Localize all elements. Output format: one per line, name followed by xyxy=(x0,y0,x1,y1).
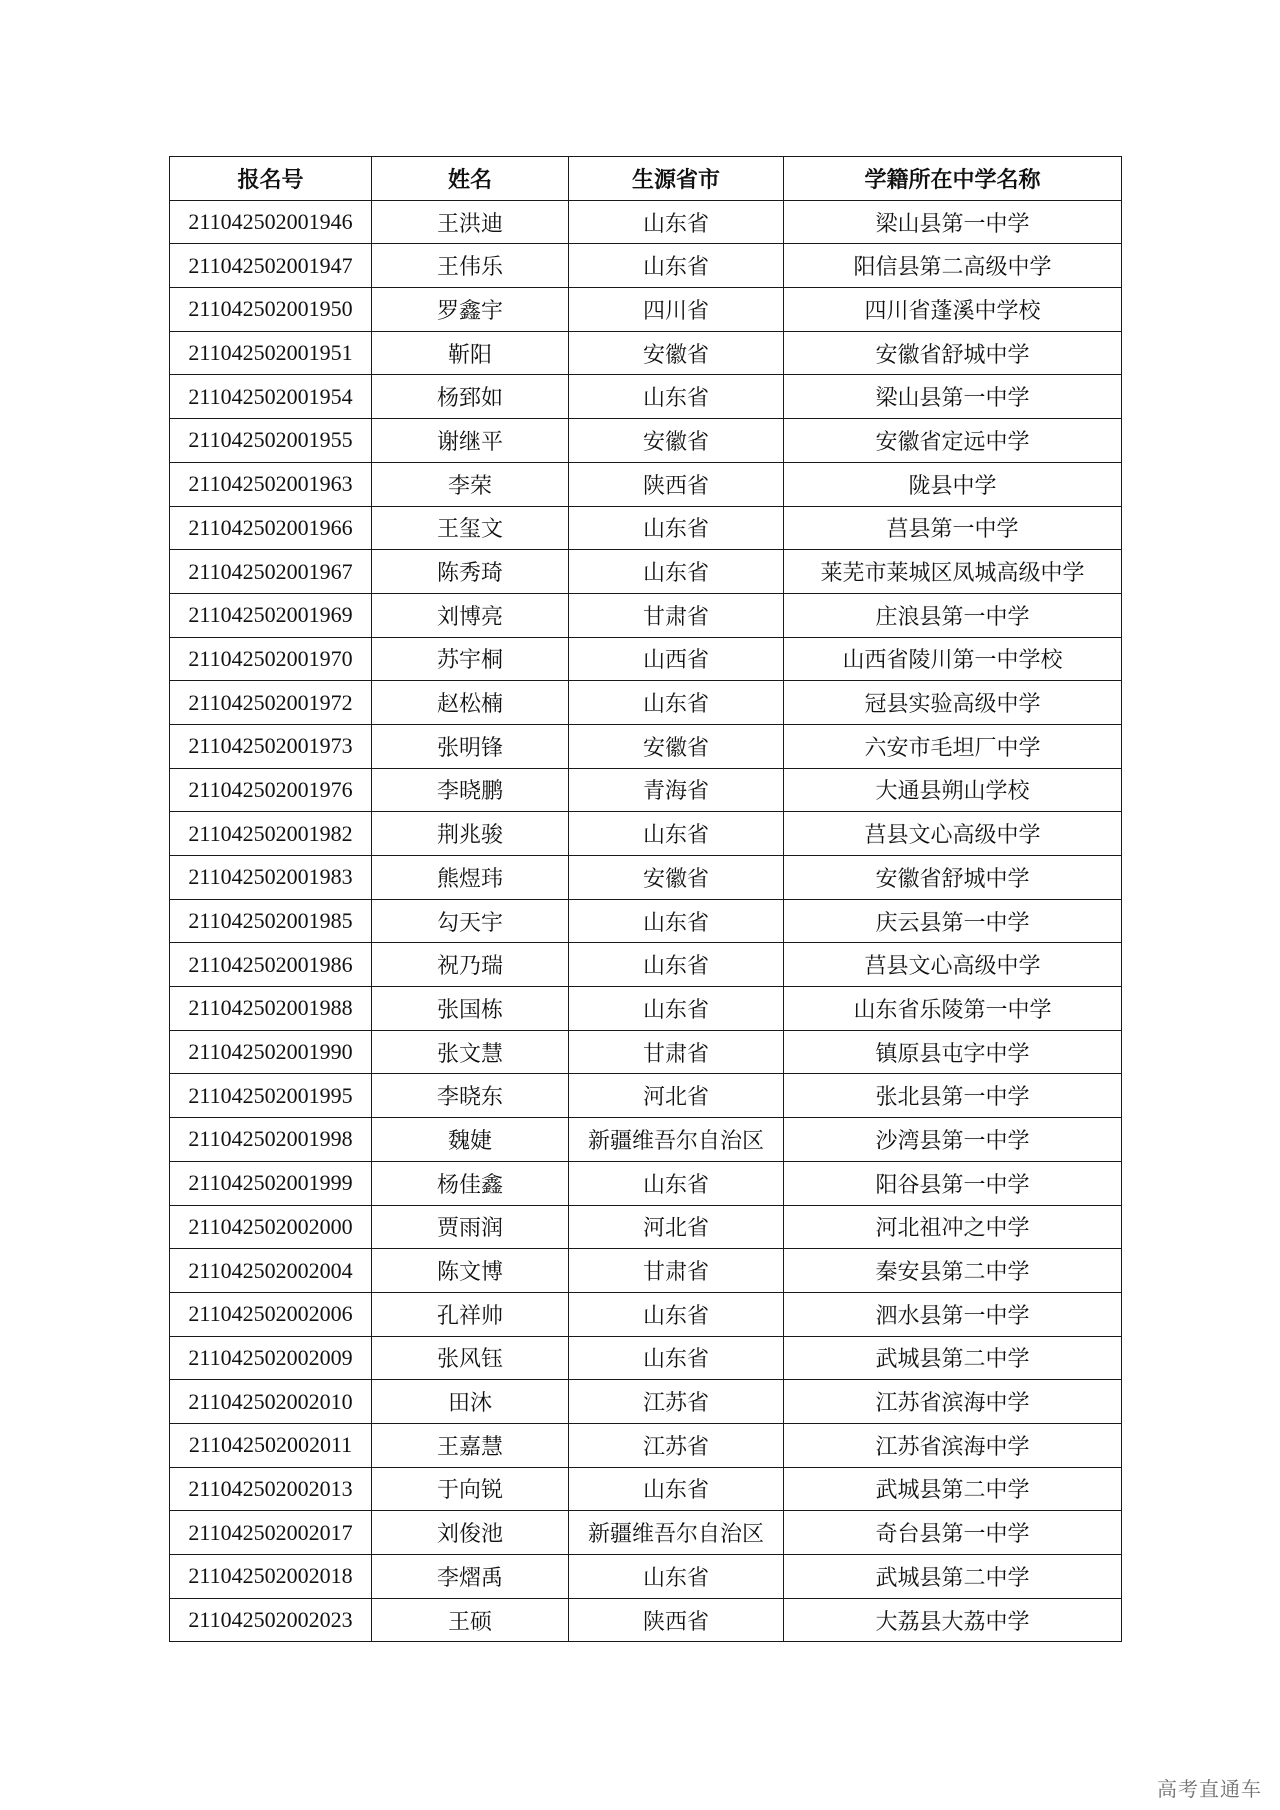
high-school-cell: 山东省乐陵第一中学 xyxy=(784,987,1122,1031)
registration-number-cell: 211042502001955 xyxy=(170,419,372,463)
source-province-cell: 甘肃省 xyxy=(569,593,784,637)
registration-number-cell: 211042502001983 xyxy=(170,856,372,900)
admission-list-table xyxy=(169,156,1122,1642)
table-row xyxy=(170,899,1122,943)
table-row xyxy=(170,1598,1122,1642)
high-school-cell: 安徽省舒城中学 xyxy=(784,331,1122,375)
registration-number-cell: 211042502002013 xyxy=(170,1467,372,1511)
high-school-cell: 陇县中学 xyxy=(784,462,1122,506)
high-school-cell: 安徽省定远中学 xyxy=(784,419,1122,463)
registration-number-cell: 211042502001946 xyxy=(170,200,372,244)
registration-number-cell: 211042502001972 xyxy=(170,681,372,725)
header-name: 姓名 xyxy=(372,157,569,201)
name-cell: 赵松楠 xyxy=(372,681,569,725)
table-row xyxy=(170,1205,1122,1249)
high-school-cell: 泗水县第一中学 xyxy=(784,1292,1122,1336)
registration-number-cell: 211042502001950 xyxy=(170,288,372,332)
high-school-cell: 梁山县第一中学 xyxy=(784,200,1122,244)
registration-number-cell: 211042502001967 xyxy=(170,550,372,594)
high-school-cell: 庄浪县第一中学 xyxy=(784,593,1122,637)
high-school-cell: 镇原县屯字中学 xyxy=(784,1030,1122,1074)
table-row xyxy=(170,506,1122,550)
header-source-province: 生源省市 xyxy=(569,157,784,201)
high-school-cell: 武城县第二中学 xyxy=(784,1555,1122,1599)
high-school-cell: 冠县实验高级中学 xyxy=(784,681,1122,725)
high-school-cell: 大荔县大荔中学 xyxy=(784,1598,1122,1642)
registration-number-cell: 211042502001973 xyxy=(170,724,372,768)
name-cell: 刘俊池 xyxy=(372,1511,569,1555)
table-row xyxy=(170,1380,1122,1424)
table-row xyxy=(170,724,1122,768)
source-province-cell: 山东省 xyxy=(569,681,784,725)
registration-number-cell: 211042502001947 xyxy=(170,244,372,288)
table-row xyxy=(170,200,1122,244)
high-school-cell: 武城县第二中学 xyxy=(784,1336,1122,1380)
registration-number-cell: 211042502001954 xyxy=(170,375,372,419)
name-cell: 陈秀琦 xyxy=(372,550,569,594)
high-school-cell: 梁山县第一中学 xyxy=(784,375,1122,419)
source-province-cell: 山东省 xyxy=(569,1161,784,1205)
registration-number-cell: 211042502002006 xyxy=(170,1292,372,1336)
registration-number-cell: 211042502001951 xyxy=(170,331,372,375)
source-province-cell: 甘肃省 xyxy=(569,1249,784,1293)
table-row xyxy=(170,1511,1122,1555)
high-school-cell: 江苏省滨海中学 xyxy=(784,1380,1122,1424)
table-row xyxy=(170,1030,1122,1074)
source-province-cell: 山东省 xyxy=(569,506,784,550)
source-province-cell: 河北省 xyxy=(569,1074,784,1118)
registration-number-cell: 211042502002010 xyxy=(170,1380,372,1424)
source-province-cell: 甘肃省 xyxy=(569,1030,784,1074)
source-province-cell: 山东省 xyxy=(569,550,784,594)
source-province-cell: 山东省 xyxy=(569,200,784,244)
name-cell: 陈文博 xyxy=(372,1249,569,1293)
table-row xyxy=(170,593,1122,637)
table-row xyxy=(170,1467,1122,1511)
high-school-cell: 奇台县第一中学 xyxy=(784,1511,1122,1555)
name-cell: 杨郅如 xyxy=(372,375,569,419)
high-school-cell: 安徽省舒城中学 xyxy=(784,856,1122,900)
source-province-cell: 山东省 xyxy=(569,1336,784,1380)
table-row xyxy=(170,637,1122,681)
source-province-cell: 新疆维吾尔自治区 xyxy=(569,1511,784,1555)
source-province-cell: 江苏省 xyxy=(569,1380,784,1424)
source-province-cell: 山东省 xyxy=(569,1555,784,1599)
name-cell: 李熠禹 xyxy=(372,1555,569,1599)
high-school-cell: 山西省陵川第一中学校 xyxy=(784,637,1122,681)
source-province-cell: 陕西省 xyxy=(569,462,784,506)
name-cell: 魏婕 xyxy=(372,1118,569,1162)
name-cell: 王伟乐 xyxy=(372,244,569,288)
high-school-cell: 莒县文心高级中学 xyxy=(784,812,1122,856)
source-province-cell: 山东省 xyxy=(569,1292,784,1336)
name-cell: 孔祥帅 xyxy=(372,1292,569,1336)
source-province-cell: 四川省 xyxy=(569,288,784,332)
name-cell: 贾雨润 xyxy=(372,1205,569,1249)
name-cell: 王嘉慧 xyxy=(372,1423,569,1467)
source-province-cell: 青海省 xyxy=(569,768,784,812)
name-cell: 罗鑫宇 xyxy=(372,288,569,332)
table-row xyxy=(170,1074,1122,1118)
registration-number-cell: 211042502001986 xyxy=(170,943,372,987)
high-school-cell: 莒县文心高级中学 xyxy=(784,943,1122,987)
high-school-cell: 大通县朔山学校 xyxy=(784,768,1122,812)
table-row xyxy=(170,1161,1122,1205)
registration-number-cell: 211042502001999 xyxy=(170,1161,372,1205)
registration-number-cell: 211042502001976 xyxy=(170,768,372,812)
high-school-cell: 四川省蓬溪中学校 xyxy=(784,288,1122,332)
source-province-cell: 安徽省 xyxy=(569,419,784,463)
high-school-cell: 莒县第一中学 xyxy=(784,506,1122,550)
high-school-cell: 阳信县第二高级中学 xyxy=(784,244,1122,288)
high-school-cell: 河北祖冲之中学 xyxy=(784,1205,1122,1249)
name-cell: 杨佳鑫 xyxy=(372,1161,569,1205)
table-row xyxy=(170,1292,1122,1336)
registration-number-cell: 211042502001982 xyxy=(170,812,372,856)
source-province-cell: 山西省 xyxy=(569,637,784,681)
table-row xyxy=(170,1118,1122,1162)
registration-number-cell: 211042502001988 xyxy=(170,987,372,1031)
table-row xyxy=(170,462,1122,506)
source-province-cell: 山东省 xyxy=(569,899,784,943)
name-cell: 李晓东 xyxy=(372,1074,569,1118)
table-row xyxy=(170,419,1122,463)
table-row xyxy=(170,681,1122,725)
name-cell: 王硕 xyxy=(372,1598,569,1642)
table-row xyxy=(170,987,1122,1031)
header-high-school: 学籍所在中学名称 xyxy=(784,157,1122,201)
registration-number-cell: 211042502001970 xyxy=(170,637,372,681)
registration-number-cell: 211042502002011 xyxy=(170,1423,372,1467)
watermark-text: 高考直通车 xyxy=(1157,1777,1262,1801)
table-row xyxy=(170,812,1122,856)
high-school-cell: 六安市毛坦厂中学 xyxy=(784,724,1122,768)
name-cell: 于向锐 xyxy=(372,1467,569,1511)
source-province-cell: 山东省 xyxy=(569,943,784,987)
name-cell: 荆兆骏 xyxy=(372,812,569,856)
registration-number-cell: 211042502001969 xyxy=(170,593,372,637)
high-school-cell: 江苏省滨海中学 xyxy=(784,1423,1122,1467)
source-province-cell: 江苏省 xyxy=(569,1423,784,1467)
table-row xyxy=(170,1423,1122,1467)
name-cell: 苏宇桐 xyxy=(372,637,569,681)
registration-number-cell: 211042502001985 xyxy=(170,899,372,943)
source-province-cell: 山东省 xyxy=(569,987,784,1031)
name-cell: 张国栋 xyxy=(372,987,569,1031)
name-cell: 田沐 xyxy=(372,1380,569,1424)
registration-number-cell: 211042502002018 xyxy=(170,1555,372,1599)
table-row xyxy=(170,768,1122,812)
name-cell: 熊煜玮 xyxy=(372,856,569,900)
name-cell: 勾天宇 xyxy=(372,899,569,943)
registration-number-cell: 211042502001998 xyxy=(170,1118,372,1162)
high-school-cell: 阳谷县第一中学 xyxy=(784,1161,1122,1205)
table-row xyxy=(170,375,1122,419)
registration-number-cell: 211042502001990 xyxy=(170,1030,372,1074)
high-school-cell: 张北县第一中学 xyxy=(784,1074,1122,1118)
table-row xyxy=(170,331,1122,375)
table-body xyxy=(170,200,1122,1642)
table-row xyxy=(170,1249,1122,1293)
name-cell: 王玺文 xyxy=(372,506,569,550)
source-province-cell: 安徽省 xyxy=(569,724,784,768)
high-school-cell: 庆云县第一中学 xyxy=(784,899,1122,943)
table-row xyxy=(170,943,1122,987)
source-province-cell: 山东省 xyxy=(569,1467,784,1511)
source-province-cell: 陕西省 xyxy=(569,1598,784,1642)
name-cell: 刘博亮 xyxy=(372,593,569,637)
registration-number-cell: 211042502002000 xyxy=(170,1205,372,1249)
registration-number-cell: 211042502002023 xyxy=(170,1598,372,1642)
table-header-row xyxy=(170,157,1122,201)
registration-number-cell: 211042502001995 xyxy=(170,1074,372,1118)
table-row xyxy=(170,288,1122,332)
name-cell: 祝乃瑞 xyxy=(372,943,569,987)
source-province-cell: 河北省 xyxy=(569,1205,784,1249)
name-cell: 靳阳 xyxy=(372,331,569,375)
source-province-cell: 安徽省 xyxy=(569,856,784,900)
name-cell: 张明锋 xyxy=(372,724,569,768)
source-province-cell: 山东省 xyxy=(569,375,784,419)
source-province-cell: 山东省 xyxy=(569,244,784,288)
source-province-cell: 新疆维吾尔自治区 xyxy=(569,1118,784,1162)
name-cell: 谢继平 xyxy=(372,419,569,463)
high-school-cell: 沙湾县第一中学 xyxy=(784,1118,1122,1162)
table-row xyxy=(170,550,1122,594)
name-cell: 张文慧 xyxy=(372,1030,569,1074)
high-school-cell: 秦安县第二中学 xyxy=(784,1249,1122,1293)
name-cell: 张风钰 xyxy=(372,1336,569,1380)
name-cell: 李荣 xyxy=(372,462,569,506)
registration-number-cell: 211042502001966 xyxy=(170,506,372,550)
name-cell: 王洪迪 xyxy=(372,200,569,244)
name-cell: 李晓鹏 xyxy=(372,768,569,812)
registration-number-cell: 211042502002009 xyxy=(170,1336,372,1380)
header-registration-number: 报名号 xyxy=(170,157,372,201)
source-province-cell: 山东省 xyxy=(569,812,784,856)
high-school-cell: 莱芜市莱城区凤城高级中学 xyxy=(784,550,1122,594)
high-school-cell: 武城县第二中学 xyxy=(784,1467,1122,1511)
registration-number-cell: 211042502001963 xyxy=(170,462,372,506)
registration-number-cell: 211042502002017 xyxy=(170,1511,372,1555)
registration-number-cell: 211042502002004 xyxy=(170,1249,372,1293)
table-row xyxy=(170,244,1122,288)
table-row xyxy=(170,1336,1122,1380)
source-province-cell: 安徽省 xyxy=(569,331,784,375)
table-row xyxy=(170,856,1122,900)
table-row xyxy=(170,1555,1122,1599)
